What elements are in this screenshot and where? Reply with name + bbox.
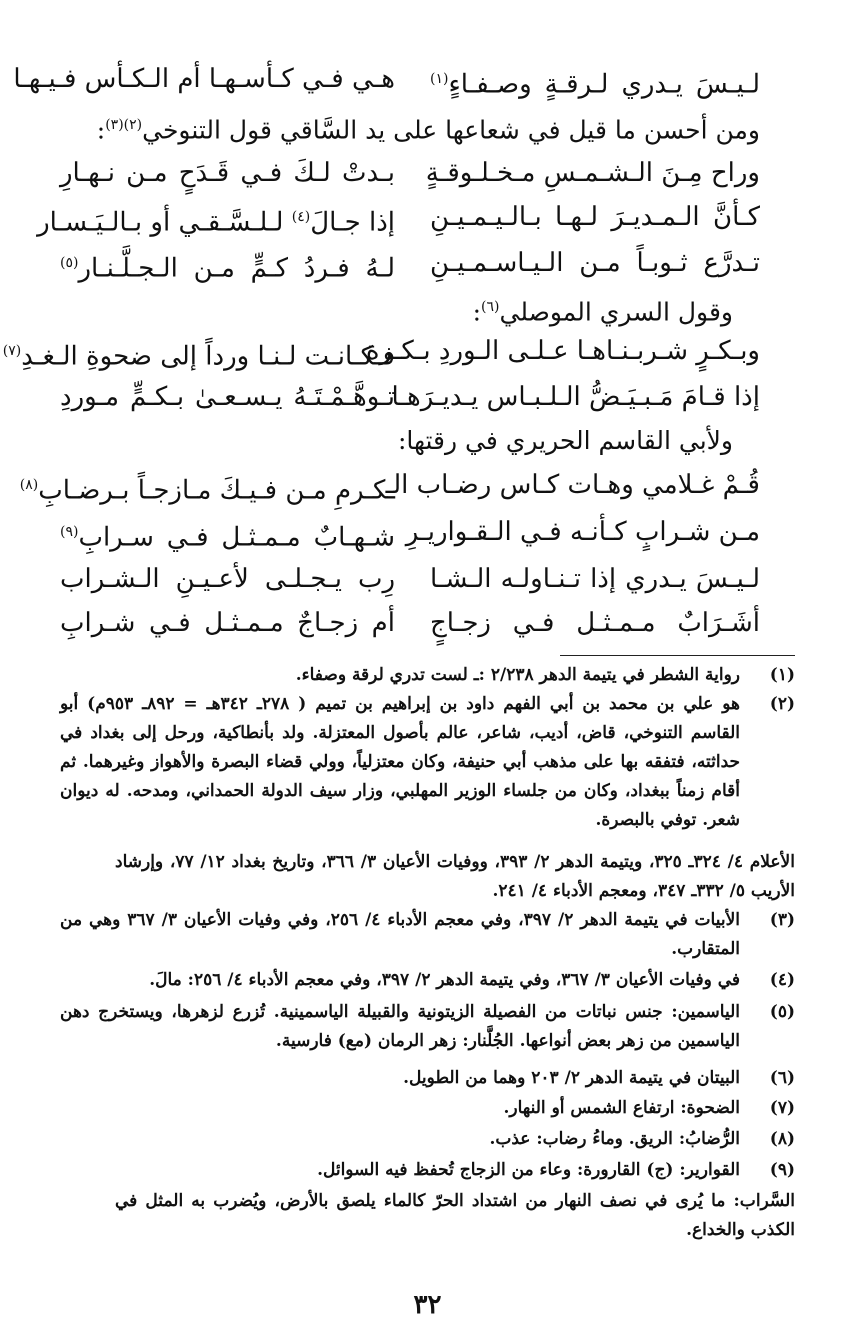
footnote-ref: (٨)	[19, 477, 39, 493]
verse-right-hemistich: وراح مِـنَ الـشـمـسِ مـخـلـوقـةٍ	[425, 158, 760, 188]
footnote-2	[60, 690, 795, 835]
footnote-text: الضحوة: ارتفاع الشمس أو النهار.	[503, 1098, 740, 1118]
footnote-text: الرُّضابُ: الريق. وماءُ رضاب: عذب.	[489, 1129, 740, 1149]
footnote-3	[60, 906, 795, 964]
footnote-ref: (١)	[430, 71, 449, 87]
footnote-text: في وفيات الأعيان ٣/ ٣٦٧، وفي يتيمة الدهر ٢/ ٣٩٧، وفي معجم الأدباء ٤/ ٢٥٦: مالَ.	[149, 970, 740, 990]
verse-left-hemistich: رِب يـجـلـى لأعـيـنِ الـشـراب	[60, 564, 395, 594]
footnote-ref: (٥)	[60, 255, 79, 271]
footnote-number: (١)	[769, 665, 795, 685]
footnote-text: البيتان في يتيمة الدهر ٢/ ٢٠٣ وهما من الطويل.	[403, 1068, 740, 1088]
verse-line	[0, 606, 855, 646]
footnote-text: الياسمين: جنس نباتات من الفصيلة الزيتونية والقبيلة الياسمينية. تُزرع لزهرها، ويستخرج دهن الياسمين من زهر بعض أنواعها. الجُلَّنار: زهر الرمان (مع) فارسية.	[60, 1002, 740, 1051]
footnote-1	[60, 661, 795, 690]
intro-tanukhi: ومن أحسن ما قيل في شعاعها على يد السَّاقي قول التنوخي$^{(٢)(٣)}$:	[96, 115, 760, 145]
page-number: ٣٢	[413, 1290, 442, 1320]
verse-right-hemistich: أشَـرَابٌ مـمـثـل فـي زجـاجٍ	[430, 608, 760, 638]
verse-left-hemistich: بـدتْ لـكَ فـي قَـدَحٍ مـن نـهـارِ	[60, 158, 395, 188]
verse-line	[0, 468, 855, 508]
footnote-7	[60, 1094, 795, 1123]
verse-left-hemistich: شـهـابٌ مـمـثـل فـي سـرابِ$^{(٩)}$	[60, 522, 395, 553]
footnote-5	[60, 998, 795, 1056]
footnote-number: (٨)	[769, 1129, 795, 1149]
verse-right-hemistich: لـيـسَ يـدري إذا تـنـاولـه الـشـا	[430, 564, 760, 594]
footnote-number: (٣)	[769, 910, 795, 930]
verse-line	[0, 200, 855, 240]
footnote-9	[60, 1156, 795, 1185]
footnote-6	[60, 1064, 795, 1093]
footnote-ref: (٦)	[481, 299, 500, 315]
footnote-text: رواية الشطر في يتيمة الدهر ٢/٢٣٨ :ـ لست تدري لرقة وصفاء.	[295, 665, 740, 685]
verse-right-hemistich: مـن شـرابٍ كـأنـه فـي الـقـواريـرِ	[405, 517, 760, 547]
footnote-number: (٥)	[769, 1002, 795, 1022]
verse-right-hemistich: إذا قـامَ مَـبـيَـضُّ الـلـبـاس يـديـرَهـا	[391, 382, 760, 412]
verse-left-hemistich: إذا جـالَ$^{(٤)}$ لـلـسَّـقـي أو بـالـيَـسـار	[37, 207, 395, 238]
verse-right-hemistich: لـيـسَ يـدري لـرقـةٍ وصـفـاءٍ$^{(١)}$	[430, 69, 760, 100]
footnote-number: (٦)	[769, 1068, 795, 1088]
verse-line	[0, 380, 855, 420]
verse-right-hemistich: قُـمْ غـلامي وهـات كـاس رضـاب الـ	[385, 470, 760, 500]
verse-right-hemistich: وبـكـرٍ شـربـنـاهـا عـلـى الـوردِ بـكـرة	[365, 336, 760, 366]
verse-line	[0, 515, 855, 555]
footnote-separator	[560, 655, 795, 656]
footnote-9-continuation: السَّراب: ما يُرى في نصف النهار من اشتداد الحرّ كالماء يلصق بالأرض، ويُضرب به المثل في الكذب والخداع.	[115, 1191, 795, 1240]
footnote-ref: (٤)	[291, 209, 311, 225]
footnote-number: (٧)	[769, 1098, 795, 1118]
footnote-text: القوارير: (ج) القارورة: وعاء من الزجاج تُحفظ فيه السوائل.	[317, 1160, 740, 1180]
verse-left-hemistich: فـكـانـت لـنـا ورداً إلى ضحوةِ الـغـدِ$^{(٧)}$	[2, 341, 395, 372]
verse-line	[0, 334, 855, 374]
intro-hariri: ولأبي القاسم الحريري في رقتها:	[397, 426, 733, 455]
verse-left-hemistich: هـي فـي كـأسـهـا أم الـكـأس فـيـهـا	[13, 64, 395, 94]
footnote-ref: (٢)(٣)	[105, 117, 143, 133]
footnote-4	[60, 966, 795, 995]
verse-right-hemistich: كـأنَّ الـمـديـرَ لـهـا بـالـيـمـيـنِ	[430, 202, 760, 232]
verse-left-hemistich: أم زجـاجٌ مـمـثـل فـي شـرابِ	[60, 608, 395, 638]
footnote-8	[60, 1125, 795, 1154]
footnote-number: (٩)	[769, 1160, 795, 1180]
footnote-ref: (٧)	[2, 343, 22, 359]
verse-line	[0, 562, 855, 602]
footnote-ref: (٩)	[60, 524, 79, 540]
verse-right-hemistich: تـدرَّع ثـوبـاً مـن الـيـاسـمـيـنِ	[430, 248, 760, 278]
footnote-2-sources: الأعلام ٤/ ٣٢٤ـ ٣٢٥، ويتيمة الدهر ٢/ ٣٩٣، ووفيات الأعيان ٣/ ٣٦٦، وتاريخ بغداد ١٢/ ٧٧، وإرشاد الأريب ٥/ ٣٣٢ـ ٣٤٧، ومعجم الأدباء ٤/ ٢٤١.	[115, 852, 795, 901]
verse-left-hemistich: ـكـرمِ مـن فـيـكَ مـازجـاً بـرضـابِ$^{(٨)}$	[19, 475, 395, 506]
footnote-number: (٢)	[769, 694, 795, 714]
verse-line	[0, 246, 855, 286]
footnote-number: (٤)	[769, 970, 795, 990]
verse-left-hemistich: لـهُ فـردُ كـمٍّ مـن الـجـلَّـنـار$^{(٥)}$	[60, 253, 395, 284]
verse-line	[0, 156, 855, 196]
intro-sari: وقول السري الموصلي$^{(٦)}$:	[472, 297, 733, 327]
footnote-text: الأبيات في يتيمة الدهر ٢/ ٣٩٧، وفي معجم الأدباء ٤/ ٢٥٦، وفي وفيات الأعيان ٣/ ٣٦٧ وهي من المتقارب.	[60, 910, 740, 959]
verse-line	[0, 62, 855, 102]
footnote-text: هو علي بن محمد بن أبي الفهم داود بن إبراهيم بن تميم ( ٢٧٨ـ ٣٤٢هـ = ٨٩٢ـ ٩٥٣م) أبو القاسم التنوخي، قاض، أديب، شاعر، عالم بأصول المعتزلة. ولد بأنطاكية، ورحل إلى بغداد في حداثته، فتفقه بها على مذهب أبي حنيفة، وكان معتزلياً، وولي قضاء البصرة والأهواز وغيرهما. ثم أقام زمناً ببغداد، وكان من جلساء الوزير المهلبي، وزار سيف الدولة الحمداني، ومدحه. له ديوان شعر. توفي بالبصرة.	[60, 694, 740, 830]
verse-left-hemistich: تـوهَّـمْـتَـهُ يـسـعـىٰ بـكـمٍّ مـوردِ	[60, 382, 395, 412]
